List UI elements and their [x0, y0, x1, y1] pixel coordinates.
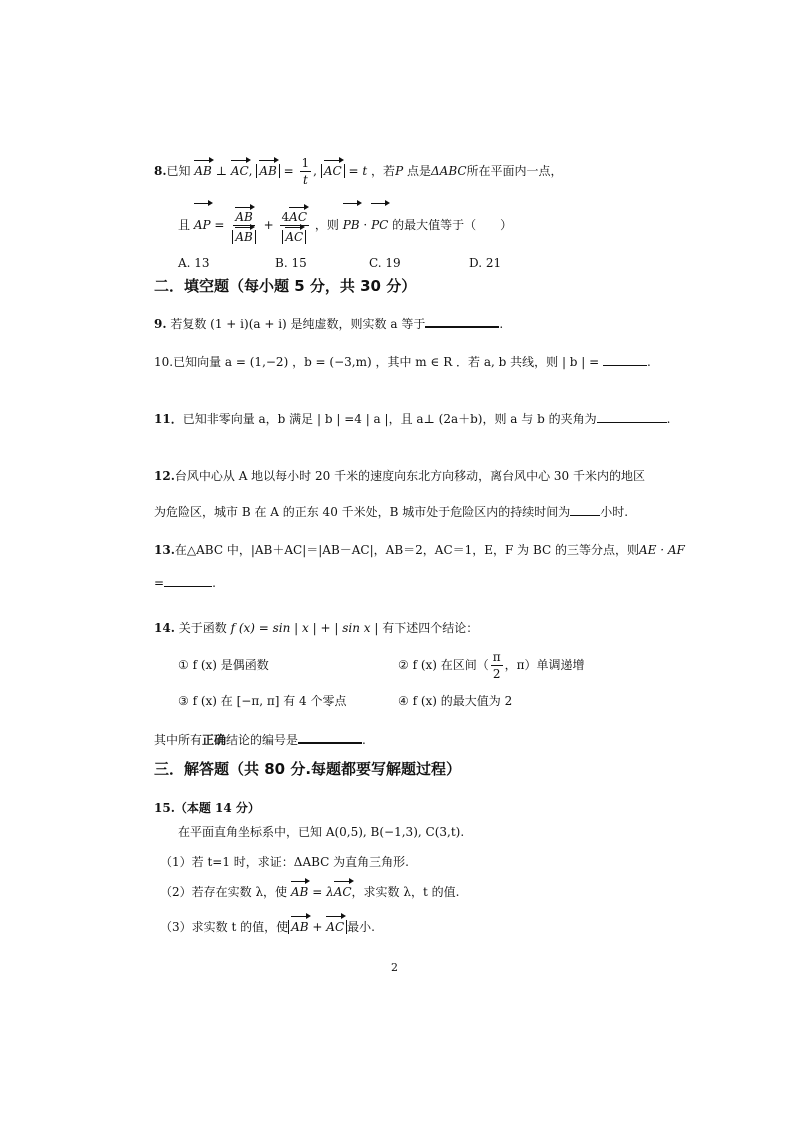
q13-line1 — [154, 541, 685, 559]
q8-line2 — [178, 202, 512, 245]
q15-intro: 在平面直角坐标系中，已知 A(0,5), B(−1,3), C(3,t). — [178, 825, 465, 839]
q14-answer-blank[interactable] — [298, 730, 362, 744]
q15-part-3 — [160, 915, 375, 936]
q11-end: . — [666, 412, 671, 426]
q14-tail-a: 其中所有 — [154, 733, 203, 747]
q15-part-1: （1）若 t=1 时，求证：ΔABC 为直角三角形. — [160, 855, 409, 869]
vector-ab-3: AB — [235, 206, 252, 225]
frac-4ac-num — [280, 206, 310, 226]
q13-end: . — [212, 576, 216, 590]
q13-ae-af: AE · AF — [639, 543, 685, 557]
vector-ab-q15: AB — [291, 880, 308, 901]
q8-line1 — [154, 155, 563, 188]
q14-tail-end: . — [362, 733, 366, 747]
frac-ab-num — [233, 206, 254, 226]
fraction-ab-unit — [230, 206, 257, 245]
q14-intro — [154, 619, 478, 637]
vector-ab-q15-2: AB — [291, 915, 308, 936]
frac-4ac-den — [280, 226, 308, 245]
dot-op: · — [363, 218, 368, 232]
abs-ac-2 — [282, 230, 306, 244]
vector-ap: AP — [194, 202, 211, 245]
vector-ac-3: AC — [289, 206, 307, 225]
vector-ac: AC — [231, 159, 249, 180]
q14-c2-a: ② f (x) 在区间（ — [398, 658, 489, 672]
q11-answer-blank[interactable] — [597, 410, 667, 423]
q15-part-2 — [160, 880, 459, 901]
q14-conclusion-1: ① f (x) 是偶函数 — [178, 658, 269, 672]
q12-answer-blank[interactable] — [570, 503, 600, 516]
plus-q15: + — [312, 920, 323, 934]
q14-intro-b: 有下述四个结论： — [382, 621, 479, 635]
q11 — [154, 410, 670, 428]
fraction-one-over-t — [300, 155, 312, 188]
vector-ac-2: AC — [324, 159, 342, 180]
coef-4: 4 — [281, 210, 290, 224]
q8-option-c: C. 19 — [369, 256, 401, 270]
q15-lambda-eq: = λ — [312, 885, 334, 899]
abs-ab — [256, 164, 279, 178]
fraction-4ac-unit — [280, 206, 310, 245]
q8-text-a: 已知 — [166, 164, 191, 178]
q13-equals: = — [154, 576, 165, 590]
pi-num: π — [492, 650, 501, 664]
q12-number: 12. — [154, 469, 175, 483]
equals: = — [283, 164, 294, 178]
q9-number: 9. — [154, 317, 167, 331]
frac-num: 1 — [301, 156, 310, 170]
q8-line2-a: 且 — [178, 218, 191, 232]
vector-ac-q15-2: AC — [326, 915, 344, 936]
q14-tail — [154, 730, 366, 749]
q15-p2-a: （2）若存在实数 λ，使 — [160, 885, 288, 899]
frac-den: t — [302, 173, 308, 187]
vector-ab-4: AB — [235, 226, 252, 245]
comma: , — [248, 164, 253, 178]
comma-2: , — [313, 164, 317, 178]
q15-p2-b: ，求实数 λ，t 的值. — [351, 885, 460, 899]
q8-line2-b: ，则 — [314, 218, 339, 232]
section-2-title: 二．填空题（每小题 5 分，共 30 分） — [154, 277, 417, 295]
q14-number: 14. — [154, 621, 175, 635]
q12-text-3: 小时. — [600, 505, 629, 519]
section-3-title: 三．解答题（共 80 分.每题都要写解题过程） — [154, 760, 462, 778]
q14-function: f (x) = sin | x | + | sin x | — [230, 621, 379, 635]
q12-text-2: 为危险区，城市 B 在 A 的正东 40 千米处，B 城市处于危险区内的持续时间为 — [154, 505, 571, 519]
q11-number: 11． — [154, 412, 183, 426]
q10 — [154, 353, 651, 371]
q10-text: 已知向量 a = (1,−2) ，b = (−3,m) ，其中 m ∈ R ．若 a, b 共线，则 | b | = — [173, 355, 600, 369]
triangle-abc: ΔABC — [430, 164, 467, 178]
perp-symbol: ⊥ — [215, 164, 227, 178]
q8-option-b: B. 15 — [275, 256, 307, 270]
q14-tail-b: 结论的编号是 — [226, 733, 299, 747]
vector-ab: AB — [194, 159, 211, 180]
q13-text: 在△ABC 中，|AB＋AC|＝|AB－AC|，AB＝2，AC＝1，E，F 为 BC 的三等分点，则 — [174, 543, 640, 557]
q8-text-b: ，若 — [371, 164, 396, 178]
q15-header: 15.（本题 14 分） — [154, 801, 260, 815]
abs-ac — [321, 164, 345, 178]
t-equals: = t — [348, 164, 368, 178]
q14-conclusion-3: ③ f (x) 在 [−π, π] 有 4 个零点 — [178, 694, 347, 708]
q8-option-a: A. 13 — [178, 256, 210, 270]
frac-ab-den — [230, 226, 257, 245]
q8-text-c: 点是 — [406, 164, 431, 178]
q15-p3-a: （3）求实数 t 的值，使 — [160, 920, 289, 934]
q13-line2 — [154, 574, 216, 592]
q14-conclusion-4: ④ f (x) 的最大值为 2 — [398, 694, 513, 708]
q8-number: 8. — [154, 164, 167, 178]
q13-answer-blank[interactable] — [164, 574, 212, 587]
q10-answer-blank[interactable] — [603, 353, 647, 366]
q9 — [154, 314, 503, 333]
q12-line1 — [154, 467, 645, 485]
vector-ac-4: AC — [285, 226, 303, 245]
q14-tail-bold: 正确 — [202, 733, 227, 747]
vector-pc: PC — [371, 202, 388, 245]
abs-ab-plus-ac — [288, 920, 347, 934]
equals-2: = — [214, 218, 225, 232]
vector-ac-q15: AC — [334, 880, 352, 901]
q15-p3-b: 最小. — [347, 920, 375, 934]
q10-end: . — [647, 355, 651, 369]
q9-text: 若复数 (1 + i)(a + i) 是纯虚数，则实数 a 等于 — [170, 317, 426, 331]
q14-intro-a: 关于函数 — [178, 621, 227, 635]
q9-end: . — [499, 317, 504, 331]
q9-answer-blank[interactable] — [425, 314, 499, 328]
q12-text-1: 台风中心从 A 地以每小时 20 千米的速度向东北方向移动，离台风中心 30 千米内的地区 — [174, 469, 645, 483]
q8-option-d: D. 21 — [469, 256, 502, 270]
vector-ab-2: AB — [259, 159, 276, 180]
q10-number: 10. — [154, 355, 174, 369]
pi-den: 2 — [492, 667, 501, 681]
q8-text-d: 所在平面内一点， — [466, 164, 563, 178]
plus: + — [263, 218, 274, 232]
q13-number: 13. — [154, 543, 175, 557]
q8-line2-c: 的最大值等于（ ） — [392, 218, 513, 232]
var-p: P — [395, 164, 404, 178]
abs-ab-2 — [232, 230, 255, 244]
q11-text: 已知非零向量 a，b 满足 | b | =4 | a |，且 a⊥ (2a＋b)，则 a 与 b 的夹角为 — [182, 412, 597, 426]
q12-line2 — [154, 503, 628, 521]
q14-conclusion-2 — [398, 647, 585, 683]
page-number: 2 — [391, 961, 398, 974]
q14-c2-b: ，π）单调递增 — [504, 658, 585, 672]
vector-pb: PB — [343, 202, 360, 245]
fraction-pi-over-2 — [491, 649, 503, 682]
